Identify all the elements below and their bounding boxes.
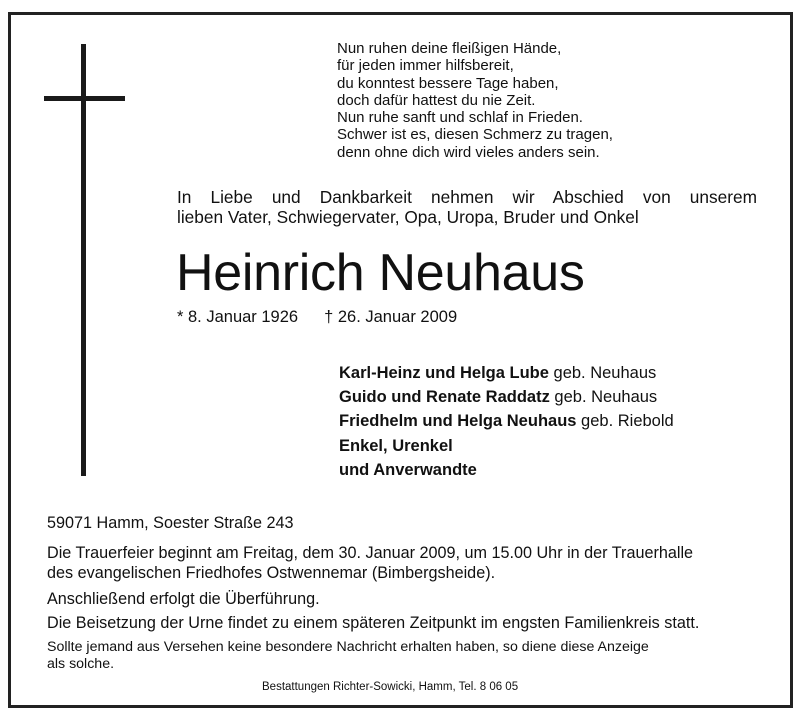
mourner-names: Enkel, Urenkel [339,436,453,455]
cross-icon-vertical-bar [81,44,86,476]
disclaimer-line-2: als solche. [47,656,115,672]
intro-line-2: lieben Vater, Schwiegervater, Opa, Uropa, Bruder und Onkel [177,207,639,227]
mourner-row [339,458,674,482]
poem-line: Schwer ist es, diesen Schmerz zu tragen, [337,126,613,144]
mourner-row [339,361,674,385]
birth-date: * 8. Januar 1926 [177,308,299,326]
poem-line: doch dafür hattest du nie Zeit. [337,91,536,109]
ceremony-notice [47,544,759,583]
poem-line: Nun ruhen deine fleißigen Hände, [337,40,562,57]
urn-notice: Die Beisetzung der Urne findet zu einem späteren Zeitpunkt im engsten Familienkreis statt. [47,614,700,632]
poem-line: du konntest bessere Tage haben, [337,74,559,92]
ceremony-line-1: Die Trauerfeier beginnt am Freitag, dem 30. Januar 2009, um 15.00 Uhr in der Trauerhalle [47,544,694,562]
poem [337,40,657,161]
family-address: 59071 Hamm, Soester Straße 243 [47,514,294,532]
death-date: † 26. Januar 2009 [324,308,458,326]
life-dates [177,307,457,327]
mourner-row [339,385,674,409]
mourner-names: Karl-Heinz und Helga Lube [339,364,549,382]
intro-line-1: In Liebe und Dankbarkeit nehmen wir Abschied von unserem [177,187,757,207]
mourner-maiden-name: geb. Riebold [576,412,674,431]
disclaimer-line-1: Sollte jemand aus Versehen keine besondere Nachricht erhalten haben, so diene diese Anzeige [47,639,649,655]
mourner-names: Guido und Renate Raddatz [339,388,550,407]
poem-line: Nun ruhe sanft und schlaf in Frieden. [337,109,583,127]
funeral-home-credit: Bestattungen Richter-Sowicki, Hamm, Tel. 8 06 05 [262,681,519,693]
mourner-row [339,409,674,433]
cross-icon-horizontal-bar [44,96,125,101]
transfer-notice: Anschließend erfolgt die Überführung. [47,590,320,608]
mourner-maiden-name: geb. Neuhaus [548,364,657,382]
poem-line: denn ohne dich wird vieles anders sein. [337,143,600,161]
mourner-maiden-name: geb. Neuhaus [549,388,658,407]
deceased-name: Heinrich Neuhaus [176,244,585,302]
mourners-list [339,361,674,482]
disclaimer [47,639,759,673]
mourner-names: und Anverwandte [339,460,477,479]
poem-line: für jeden immer hilfsbereit, [337,57,514,75]
farewell-intro [177,187,757,227]
mourner-row [339,434,674,458]
ceremony-line-2: des evangelischen Friedhofes Ostwennemar (Bimbergsheide). [47,563,496,582]
mourner-names: Friedhelm und Helga Neuhaus [339,412,577,431]
